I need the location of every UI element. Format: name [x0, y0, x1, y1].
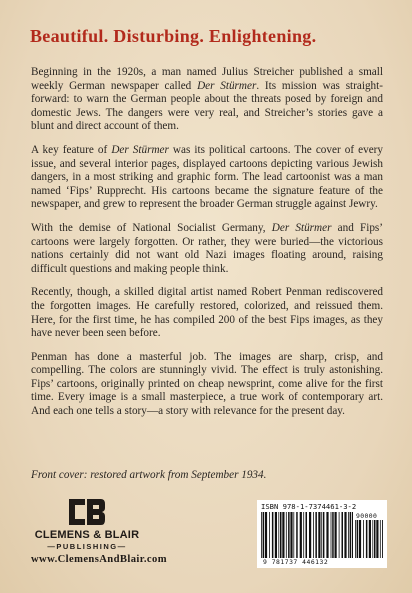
blurb-paragraph-1: [31, 66, 383, 134]
barcode-bar: [352, 512, 353, 558]
paragraph-text: was its political cartoons. The cover of every issue, and several interior pages, displayed cartoons depicting various Jewish dangers, in a most striking and graphic form. The lead cartoonist was a man named ‘Fips’ Rupprecht. His cartoons became the signature feature of the newspaper, and grew to represent the broader German struggle against Jewry.: [31, 143, 384, 211]
blurb-paragraph-3: [31, 222, 383, 276]
barcode-bar: [332, 512, 334, 558]
barcode-bar: [366, 520, 368, 558]
paragraph-text: With the demise of National Socialist Germany,: [31, 221, 272, 234]
paragraph-text: A key feature of: [31, 143, 112, 156]
barcode-bar: [369, 520, 371, 558]
barcode-bar: [335, 512, 337, 558]
publisher-logo-icon: [67, 497, 107, 527]
barcode-bar: [344, 512, 346, 558]
barcode-bar: [350, 512, 352, 558]
cover-caption: Front cover: restored artwork from September 1934.: [31, 469, 267, 481]
barcode-bar: [323, 512, 325, 558]
barcode-bar: [296, 512, 298, 558]
barcode-bar: [326, 512, 328, 558]
price-code: 90000: [356, 512, 378, 520]
tagline-heading: Beautiful. Disturbing. Enlightening.: [30, 26, 317, 46]
paragraph-text: Beginning in the 1920s, a man named Julius Streicher published a small weekly German newspaper called: [31, 66, 383, 92]
barcode-bar: [380, 520, 381, 558]
barcode-bar: [355, 520, 356, 558]
barcode-bar: [309, 512, 311, 558]
barcode-bar: [293, 512, 294, 558]
barcode-bar: [286, 512, 287, 558]
isbn-label: ISBN 978-1-7374461-3-2: [261, 502, 357, 511]
publisher-subtitle: —PUBLISHING—: [47, 542, 127, 551]
barcode-bar: [300, 512, 302, 558]
barcode-bar: [290, 512, 292, 558]
barcode-bar: [306, 512, 308, 558]
barcode-bar: [282, 512, 284, 558]
barcode-bar: [372, 520, 373, 558]
barcode-bar: [275, 512, 277, 558]
barcode-bar: [313, 512, 314, 558]
barcode-bar: [280, 512, 282, 558]
barcode-main-bars: [261, 512, 353, 558]
newspaper-title: Der Stürmer: [271, 221, 332, 234]
paragraph-text: . Its mission was straightforward: to warn the German people about the threats posed by foreign and domestic Jews. The dangers were very real, and Streicher’s stories gave a blunt and direct account of them.: [31, 79, 383, 133]
paragraph-text: Recently, though, a skilled digital artist named Robert Penman rediscovered the forgotten images. He carefully restored, colorized, and reissued them. Here, for the first time, he has compiled 200 of the best Fips images, as they have never been seen before.: [31, 286, 383, 340]
isbn-barcode: [257, 500, 387, 568]
barcode-bar: [376, 520, 378, 558]
blurb-paragraph-2: [31, 144, 383, 212]
barcode-bar: [339, 512, 340, 558]
blurb-body: [31, 66, 383, 429]
barcode-bar: [265, 512, 267, 558]
newspaper-title: Der Stürmer: [111, 143, 169, 156]
barcode-bar: [382, 520, 383, 558]
publisher-url: www.ClemensAndBlair.com: [31, 554, 167, 565]
publisher-name: CLEMENS & BLAIR: [34, 529, 140, 541]
barcode-bar: [269, 512, 270, 558]
barcode-bar: [331, 512, 332, 558]
barcode-bar: [321, 512, 322, 558]
paragraph-text: and Fips’ cartoons were largely forgotten. Or rather, they were buried—the victorious nations certainly did not want old Nazi images floating around, raising difficult questions and making people think.: [31, 221, 383, 275]
blurb-paragraph-4: [31, 286, 383, 340]
blurb-paragraph-5: [31, 351, 383, 419]
barcode-bar: [357, 520, 359, 558]
barcode-bar: [318, 512, 320, 558]
barcode-bar: [278, 512, 279, 558]
barcode-bar: [288, 512, 290, 558]
barcode-bar: [342, 512, 344, 558]
barcode-bar: [348, 512, 349, 558]
barcode-bar: [363, 520, 364, 558]
barcode-bar: [303, 512, 304, 558]
barcode-bar: [374, 520, 376, 558]
barcode-bar: [263, 512, 265, 558]
barcode-bar: [261, 512, 262, 558]
publisher-logo-block: [31, 497, 201, 575]
barcode-bar: [272, 512, 274, 558]
barcode-bar: [359, 520, 361, 558]
barcode-digits: 9 781737 446132: [263, 558, 329, 566]
barcode-addon-bars: [355, 520, 383, 558]
barcode-bar: [315, 512, 317, 558]
newspaper-title: Der Stürmer: [197, 79, 257, 92]
paragraph-text: Penman has done a masterful job. The images are sharp, crisp, and compelling. The colors are stunningly vivid. The effect is truly astonishing. Fips’ cartoons, originally printed on cheap newsprint, come alive for the first time. Every image is a small masterpiece, a true work of contemporary art. And each one tells a story—a story with relevance for the present day.: [31, 350, 383, 418]
